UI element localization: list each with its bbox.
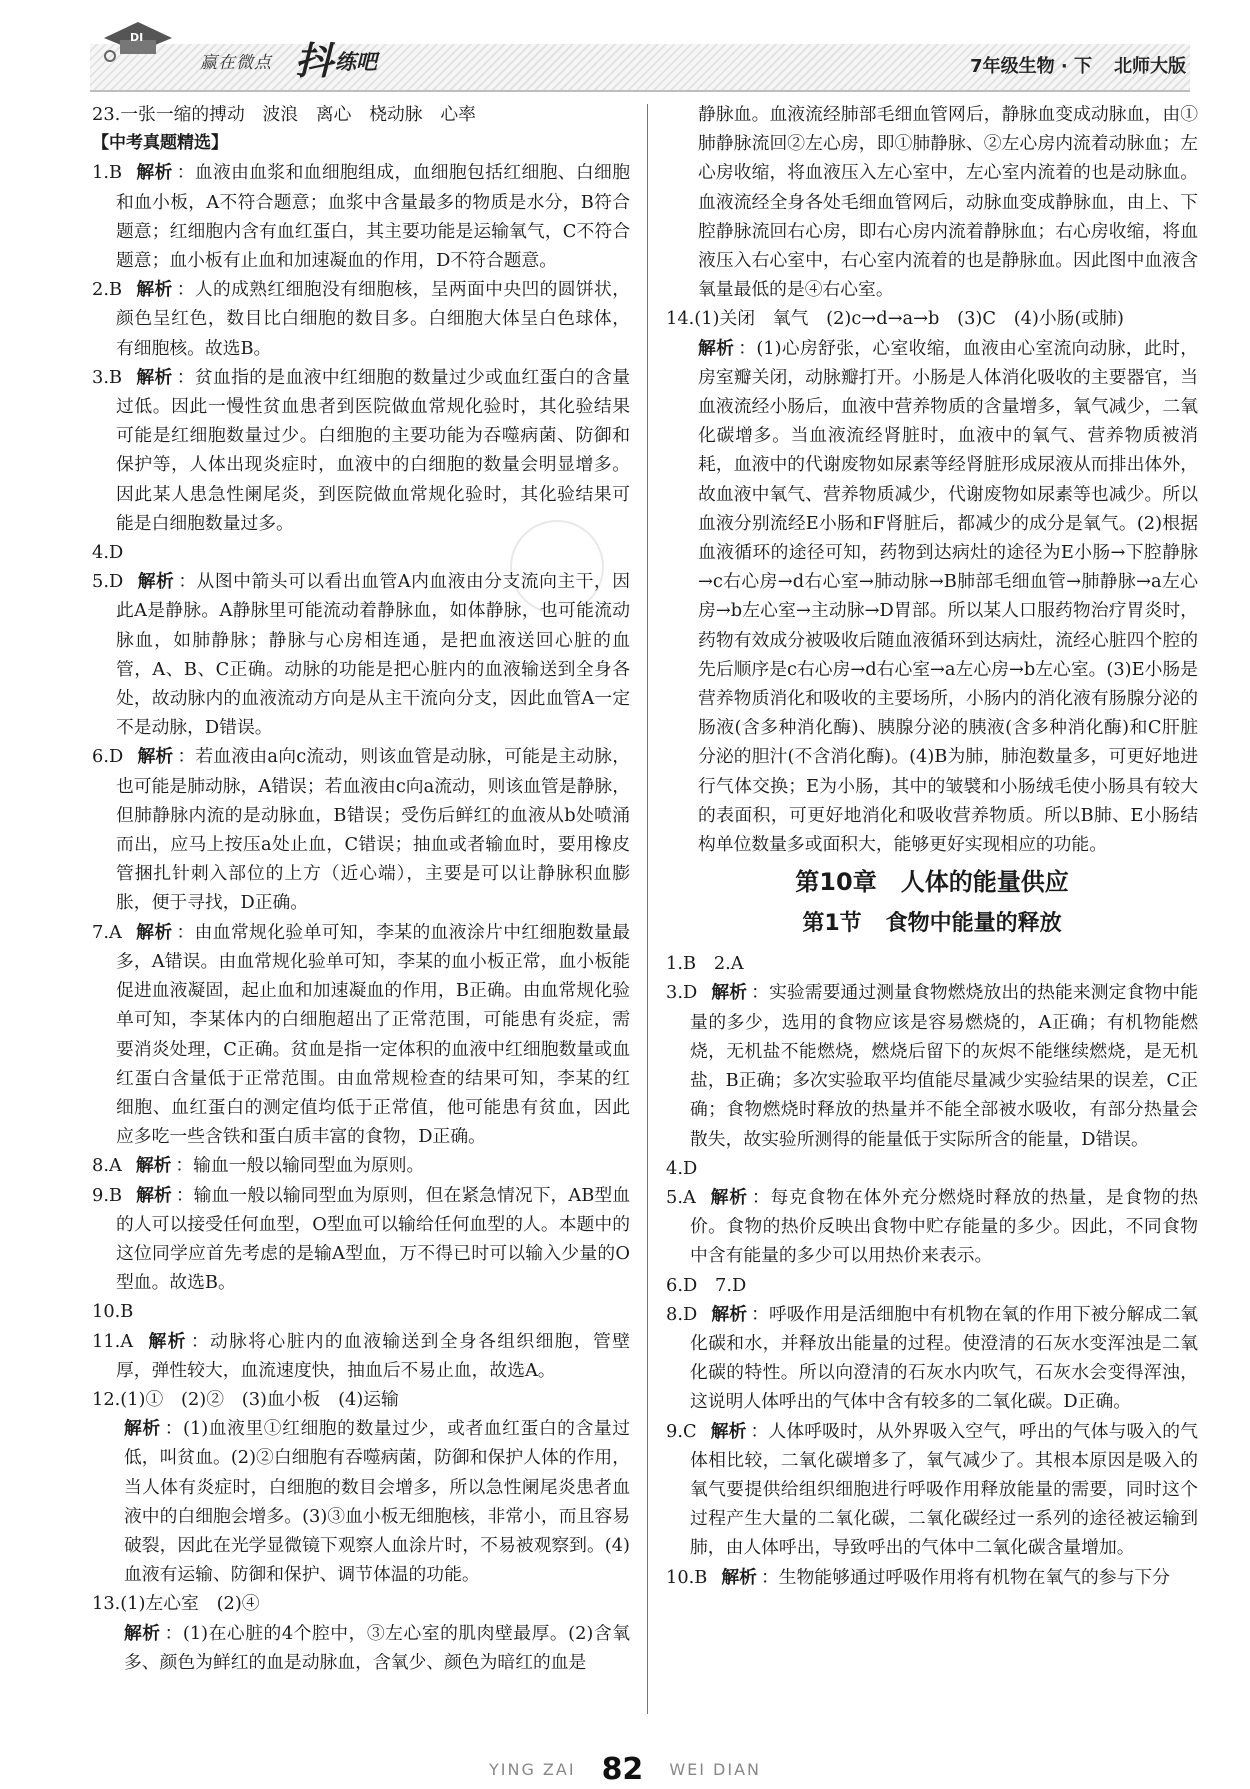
answer-item: 11.A 解析 ：动脉将心脏内的血液输送到全身各组织细胞，管壁厚，弹性较大，血流速度快，抽血后不易止血，故选A。 bbox=[92, 1330, 630, 1381]
answer-item: 9.B 解析 ：输血一般以输同型血为原则，但在紧急情况下，AB型血的人可以接受任何血型，O型血可以输给任何血型的人。本题中的这位同学应首先考虑的是输A型血，万不得已时可以输入少量的O型血。故选B。 bbox=[92, 1184, 630, 1294]
chapter-title: 第10章 人体的能量供应 bbox=[795, 868, 1069, 897]
answer-item: 1.B 解析 ：血液由血浆和血细胞组成，血细胞包括红细胞、白细胞和血小板，A不符合题意；血浆中含量最多的物质是水分，B符合题意；红细胞内含有血红蛋白，其主要功能是运输氧气，C不符合题意；血小板有止血和加速凝血的作用，D不符合题意。 bbox=[92, 162, 630, 272]
answer-item: 8.D 解析 ：呼吸作用是活细胞中有机物在氧的作用下被分解成二氧化碳和水，并释放出能量的过程。使澄清的石灰水变浑浊是二氧化碳的特性。所以向澄清的石灰水内吹气，石灰水会变得浑浊，这说明人体呼出的气体中含有较多的二氧化碳。D正确。 bbox=[666, 1303, 1198, 1413]
page-footer bbox=[0, 1752, 1250, 1786]
header-grade-subject: 7年级生物 · 下 bbox=[970, 56, 1092, 77]
answer-item: 6.D 解析 ：若血液由a向c流动，则该血管是动脉，可能是主动脉，也可能是肺动脉，A错误；若血液由c向a流动，则该血管是静脉，但肺静脉内流的是动脉血，B错误；受伤后鲜红的血液从b处喷涌而出，应马上按压a处止血，C错误；抽血或者输血时，要用橡皮管捆扎针刺入部位的上方（近心端），主要是可以让静脉积血膨胀，便于寻找，D正确。 bbox=[92, 746, 630, 914]
answer-item: 10.B 解析 ：生物能够通过呼吸作用将有机物在氧气的参与下分 bbox=[666, 1566, 1170, 1588]
logo-cap-icon bbox=[100, 18, 174, 64]
answer-item: 8.A 解析 ：输血一般以输同型血为原则。 bbox=[92, 1155, 425, 1177]
answer-23: 23.一张一缩的搏动 波浪 离心 桡动脉 心率 bbox=[92, 104, 476, 125]
answer-explanation: 解析 ：(1)血液里①红细胞的数量过少，或者血红蛋白的含量过低，叫贫血。(2)②白细胞有吞噬病菌，防御和保护人体的作用，当人体有炎症时，白细胞的数目会增多，所以急性阑尾炎患者血液中的白细胞会增多。(3)③血小板无细胞核，非常小，而且容易破裂，因此在光学显微镜下观察人血涂片时，不易被观察到。(4)血液有运输、防御和保护、调节体温的功能。 bbox=[124, 1418, 630, 1586]
answer-item: 3.D 解析 ：实验需要通过测量食物燃烧放出的热能来测定食物中能量的多少，选用的食物应该是容易燃烧的，A正确；有机物能燃烧，无机盐不能燃烧，燃烧后留下的灰烬不能继续燃烧，是无机盐，B正确；多次实验取平均值能尽量减少实验结果的误差，C正确；食物燃烧时释放的热量并不能全部被水吸收，有部分热量会散失，故实验所测得的能量低于实际所含的能量，D错误。 bbox=[666, 982, 1198, 1150]
answer-item: 1.B 2.A bbox=[666, 953, 744, 975]
right-column bbox=[666, 100, 1198, 1592]
answer-item: 4.D bbox=[92, 542, 124, 564]
answer-item: 14.(1)关闭 氧气 (2)c→d→a→b (3)C (4)小肠(或肺) bbox=[666, 308, 1124, 330]
answer-item: 3.B 解析 ：贫血指的是血液中红细胞的数量过少或血红蛋白的含量过低。因此一慢性贫血患者到医院做血常规化验时，其化验结果可能是红细胞数量过少。白细胞的主要功能为吞噬病菌、防御和保护等，人体出现炎症时，血液中的白细胞的数量会明显增多。因此某人患急性阑尾炎，到医院做血常规化验时，其化验结果可能是白细胞数量过多。 bbox=[92, 366, 630, 534]
page-header bbox=[0, 0, 1250, 100]
answer-explanation: 解析 ：(1)心房舒张，心室收缩，血液由心室流向动脉，此时，房室瓣关闭，动脉瓣打开。小肠是人体消化吸收的主要器官，当血液流经小肠后，血液中营养物质的含量增多，氧气减少，二氧化碳增多。当血液流经肾脏时，血液中的氧气、营养物质被消耗，血液中的代谢废物如尿素等经肾脏形成尿液从而排出体外，故血液中氧气、营养物质减少，代谢废物如尿素等也减少。所以血液分别流经E小肠和F肾脏后，都减少的成分是氧气。(2)根据血液循环的途径可知，药物到达病灶的途径为E小肠→下腔静脉→c右心房→d右心室→肺动脉→B肺部毛细血管→肺静脉→a左心房→b左心室→主动脉→D胃部。所以某人口服药物治疗胃炎时，药物有效成分被吸收后随血液循环到达病灶，流经心脏四个腔的先后顺序是c右心房→d右心室→a左心房→b左心室。(3)E小肠是营养物质消化和吸收的主要场所，小肠内的消化液有肠腺分泌的肠液(含多种消化酶)、胰腺分泌的胰液(含多种消化酶)和C肝脏分泌的胆汁(不含消化酶)。(4)B为肺，肺泡数量多，可更好地进行气体交换；E为小肠，其中的皱襞和小肠绒毛使小肠具有较大的表面积，可更好地消化和吸收营养物质。所以B肺、E小肠结构单位数量多或面积大，能够更好实现相应的功能。 bbox=[698, 337, 1198, 856]
answer-item: 7.A 解析 ：由血常规化验单可知，李某的血液涂片中红细胞数量最多，A错误。由血常规化验单可知，李某的血小板正常，血小板能促进血液凝固，起止血和加速凝血的作用，B正确。由血常规化验单可知，李某体内的白细胞超出了正常范围，可能患有炎症，需要消炎处理，C正确。贫血是指一定体积的血液中红细胞数量或血红蛋白含量低于正常范围。由血常规检查的结果可知，李某的红细胞、血红蛋白的测定值均低于正常值，他可能患有贫血，因此应多吃一些含铁和蛋白质丰富的食物，D正确。 bbox=[92, 921, 630, 1148]
column-divider bbox=[647, 104, 648, 1714]
answer-item: 9.C 解析 ：人体呼吸时，从外界吸入空气，呼出的气体与吸入的气体相比较，二氧化碳增多了，氧气减少了。其根本原因是吸入的氧气要提供给组织细胞进行呼吸作用释放能量的需要，同时这个过程产生大量的二氧化碳，二氧化碳经过一系列的途径被运输到肺，由人体呼出，导致呼出的气体中二氧化碳含量增加。 bbox=[666, 1420, 1198, 1559]
answer-item: 6.D 7.D bbox=[666, 1274, 747, 1296]
logo-text: 赢在微点 bbox=[200, 53, 272, 73]
logo-big-text: 练吧 bbox=[335, 50, 377, 74]
section-title: 第1节 食物中能量的释放 bbox=[802, 911, 1062, 937]
logo-big-char: 抖 bbox=[295, 39, 332, 83]
section-heading: 【中考真题精选】 bbox=[92, 133, 228, 154]
answer-item: 13.(1)左心室 (2)④ bbox=[92, 1593, 260, 1615]
footer-left: YING ZAI bbox=[488, 1760, 576, 1779]
answer-explanation-cont: 静脉血。血液流经肺部毛细血管网后，静脉血变成动脉血，由①肺静脉流回②左心房，即①肺静脉、②左心房内流着动脉血；左心房收缩，将血液压入左心室中，左心室内流着的也是动脉血。血液流经全身各处毛细血管网后，动脉血变成静脉血，由上、下腔静脉流回右心房，即右心房内流着静脉血；右心房收缩，将血液压入右心室中，右心室内流着的也是静脉血。因此图中血液含氧量最低的是④右心室。 bbox=[698, 104, 1198, 301]
answer-item: 12.(1)① (2)② (3)血小板 (4)运输 bbox=[92, 1388, 399, 1410]
svg-text:DI: DI bbox=[130, 31, 144, 44]
answer-item: 10.B bbox=[92, 1301, 134, 1323]
answer-explanation: 解析 ：(1)在心脏的4个腔中，③左心室的肌肉壁最厚。(2)含氧多、颜色为鲜红的血是动脉血，含氧少、颜色为暗红的血是 bbox=[124, 1622, 630, 1673]
left-column bbox=[92, 100, 630, 1677]
page-number: 82 bbox=[601, 1752, 644, 1787]
answer-item: 5.A 解析 ：每克食物在体外充分燃烧时释放的热量，是食物的热价。食物的热价反映出食物中贮存能量的多少。因此，不同食物中含有能量的多少可以用热价来表示。 bbox=[666, 1186, 1198, 1267]
answer-item: 5.D 解析 ：从图中箭头可以看出血管A内血液由分支流向主干，因此A是静脉。A静脉里可能流动着静脉血，如体静脉，也可能流动脉血，如肺静脉；静脉与心房相连通，是把血液送回心脏的血管，A、B、C正确。动脉的功能是把心脏内的血液输送到全身各处，故动脉内的血液流动方向是从主干流向分支，因此血管A一定不是动脉，D错误。 bbox=[92, 571, 630, 739]
header-edition: 北师大版 bbox=[1114, 56, 1186, 77]
footer-right: WEI DIAN bbox=[669, 1760, 761, 1779]
answer-item: 4.D bbox=[666, 1157, 698, 1179]
header-book-info bbox=[948, 52, 1186, 78]
answer-item: 2.B 解析 ：人的成熟红细胞没有细胞核，呈两面中央凹的圆饼状，颜色呈红色，数目比白细胞的数目多。白细胞大体呈白色球体，有细胞核。故选B。 bbox=[92, 279, 630, 359]
